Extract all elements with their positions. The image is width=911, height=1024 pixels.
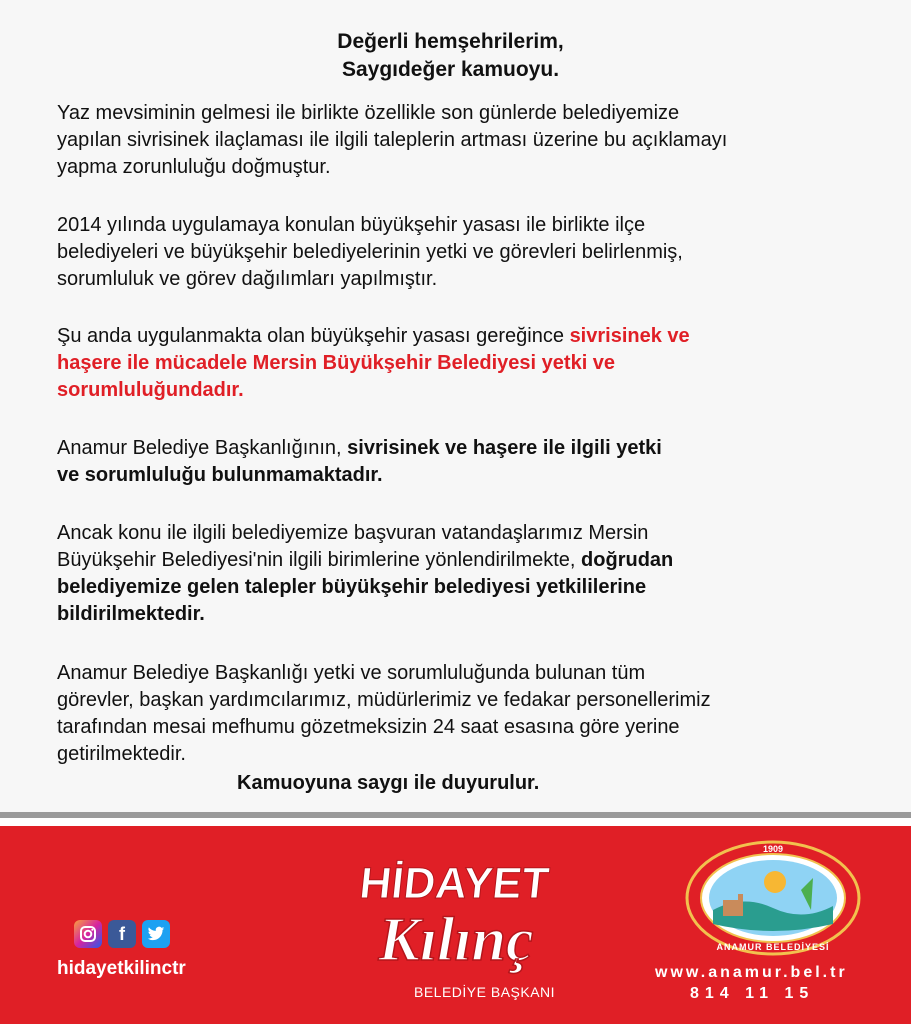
text-line	[57, 435, 887, 462]
facebook-icon[interactable]: f	[108, 920, 136, 948]
text-line: görevler, başkan yardımcılarımız, müdürlerimiz ve fedakar personellerimiz	[57, 689, 711, 711]
seal-year: 1909	[762, 844, 784, 854]
text-line: 2014 yılında uygulamaya konulan büyükşehir yasası ile birlikte ilçe	[57, 214, 646, 236]
greeting	[0, 28, 911, 84]
social-icons	[74, 920, 170, 948]
logo-line-1: HİDAYET	[357, 859, 552, 908]
highlight-text: haşere ile mücadele Mersin Büyükşehir Belediyesi yetki ve	[57, 352, 616, 374]
text-line: yapma zorunluluğu doğmuştur.	[57, 156, 331, 178]
text-line: Anamur Belediye Başkanlığı yetki ve sorumluluğunda bulunan tüm	[57, 662, 646, 684]
text-line: sorumluluk ve görev dağılımları yapılmıştır.	[57, 268, 438, 290]
paragraph-5	[57, 520, 887, 628]
paragraph-2	[57, 212, 887, 293]
text-line: Ancak konu ile ilgili belediyemize başvuran vatandaşlarımız Mersin	[57, 522, 649, 544]
plain-text: Şu anda uygulanmakta olan büyükşehir yasası gereğince	[57, 325, 570, 347]
paragraph-6	[57, 660, 887, 768]
bold-text: doğrudan	[581, 549, 674, 571]
footer-divider-white	[0, 818, 911, 826]
text-line: yapılan sivrisinek ilaçlaması ile ilgili taleplerin artması üzerine bu açıklamayı	[57, 129, 728, 151]
seal-text: ANAMUR BELEDİYESİ	[716, 942, 830, 952]
highlight-text: sorumluluğundadır.	[57, 379, 244, 401]
bold-text: ve sorumluluğu bulunmamaktadır.	[57, 464, 383, 486]
municipality-seal	[683, 838, 863, 956]
highlight-text: sivrisinek ve	[569, 325, 690, 347]
closing-line: Kamuoyuna saygı ile duyurulur.	[237, 772, 540, 794]
greeting-line-1: Değerli hemşehrilerim,	[337, 30, 564, 53]
instagram-icon[interactable]	[74, 920, 102, 948]
phone-number: 814 11 15	[690, 985, 815, 1002]
social-handle[interactable]: hidayetkilinctr	[57, 958, 186, 979]
paragraph-3	[57, 323, 887, 404]
text-line: getirilmektedir.	[57, 743, 186, 765]
plain-text: Büyükşehir Belediyesi'nin ilgili birimlerine yönlendirilmekte,	[57, 549, 582, 571]
paragraph-1	[57, 100, 887, 181]
greeting-line-2: Saygıdeğer kamuoyu.	[341, 58, 560, 81]
bold-text: sivrisinek ve haşere ile ilgili yetki	[347, 437, 662, 459]
plain-text: Anamur Belediye Başkanlığının,	[57, 437, 348, 459]
text-line: belediyeleri ve büyükşehir belediyelerinin yetki ve görevleri belirlenmiş,	[57, 241, 683, 263]
website-link[interactable]: www.anamur.bel.tr	[655, 964, 848, 981]
bold-text: bildirilmektedir.	[57, 603, 205, 625]
paragraph-4	[57, 435, 887, 489]
logo-line-2: Kılınç	[378, 906, 534, 974]
text-line: tarafından mesai mefhumu gözetmeksizin 24 saat esasına göre yerine	[57, 716, 680, 738]
text-line	[57, 547, 887, 574]
text-line	[57, 323, 887, 350]
mayor-title: BELEDİYE BAŞKANI	[414, 984, 556, 1000]
twitter-icon[interactable]	[142, 920, 170, 948]
bold-text: belediyemize gelen talepler büyükşehir belediyesi yetkililerine	[57, 576, 647, 598]
text-line: Yaz mevsiminin gelmesi ile birlikte özellikle son günlerde belediyemize	[57, 102, 680, 124]
